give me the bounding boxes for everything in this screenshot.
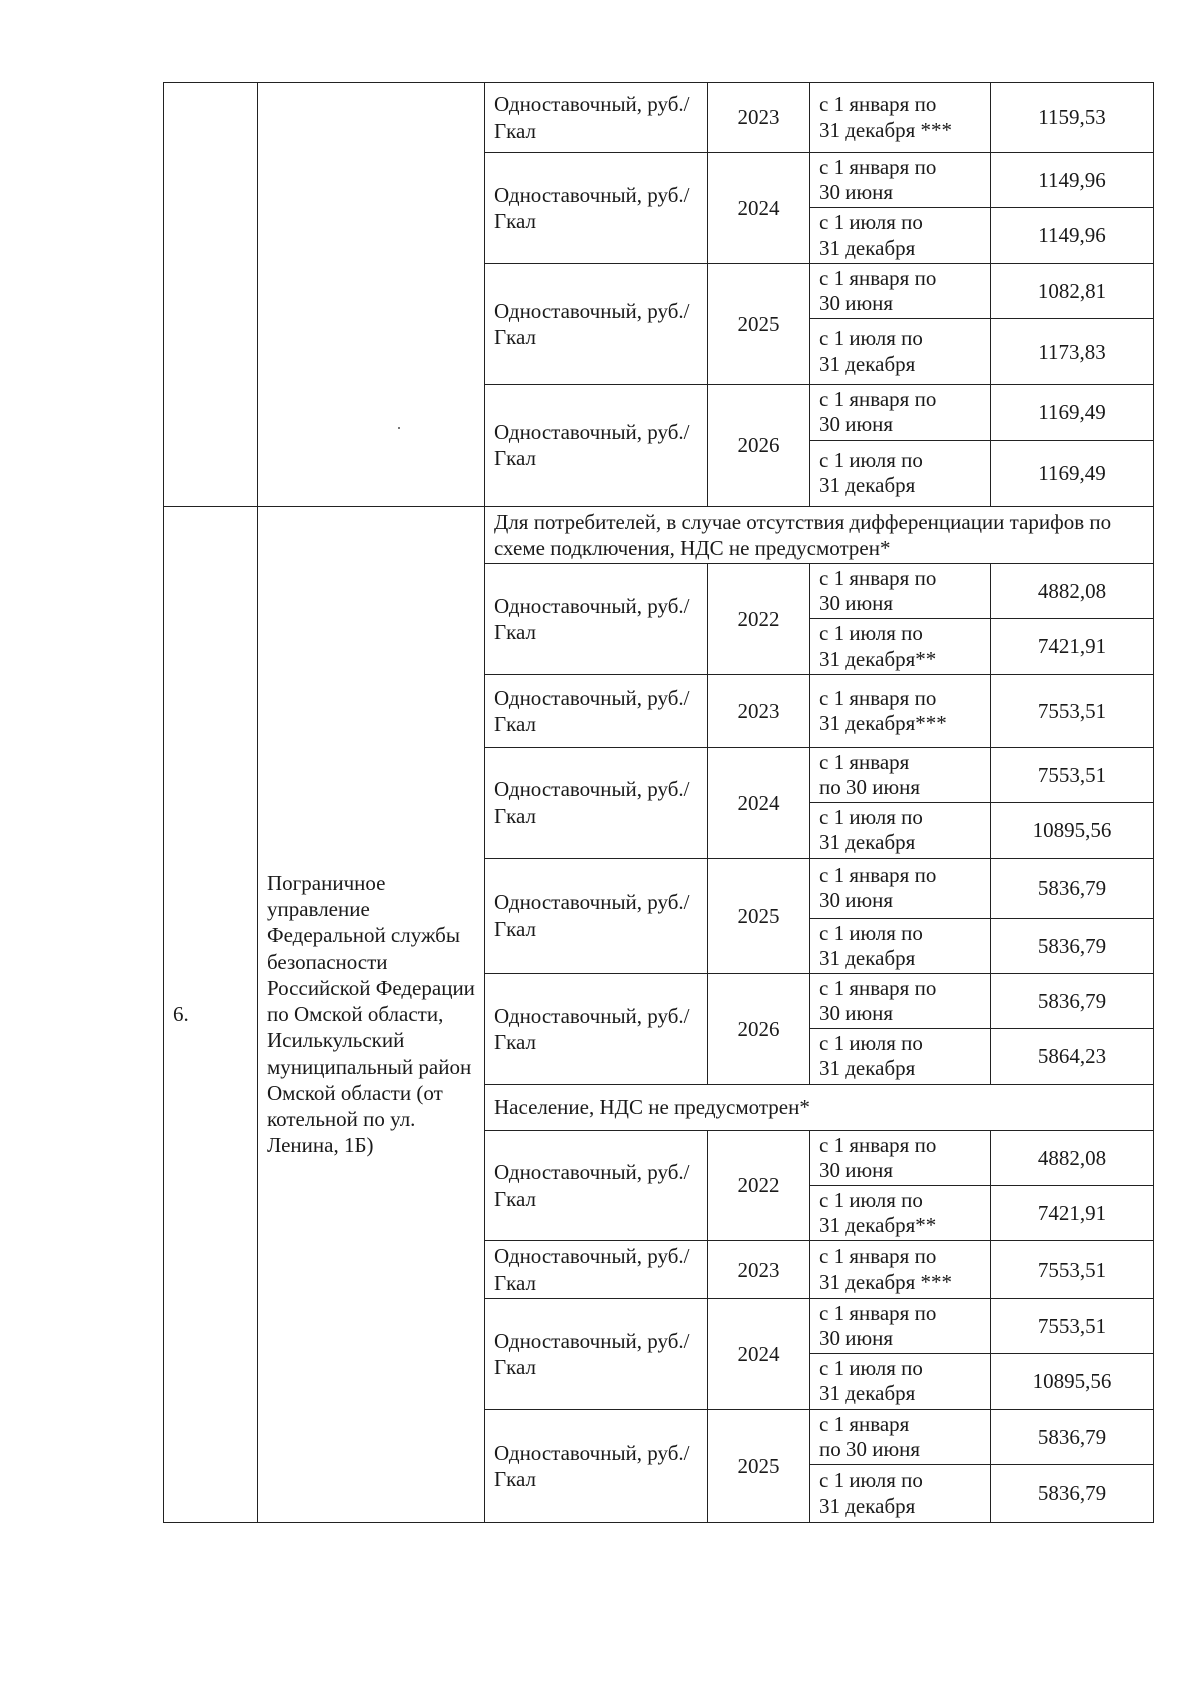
validity-period [810,83,991,153]
period-line: 30 июня [819,290,894,315]
tariff-price: 4882,08 [991,1130,1154,1185]
validity-period [810,1029,991,1084]
period-line: с 1 января по [819,1300,937,1325]
tariff-type: Одноставочный, руб./Гкал [485,1130,708,1241]
validity-period [810,803,991,858]
period-line: 31 декабря** [819,646,937,671]
tariff-table [163,82,1154,1523]
period-line: с 1 января по [819,862,937,887]
period-line: с 1 июля по [819,1468,923,1493]
period-line: с 1 января по [819,92,937,117]
tariff-type: Одноставочный, руб./Гкал [485,674,708,747]
validity-period [810,619,991,674]
period-line: 31 декабря [819,1056,916,1081]
tariff-type: Одноставочный, руб./Гкал [485,263,708,384]
tariff-type: Одноставочный, руб./Гкал [485,1298,708,1409]
tariff-price: 1149,96 [991,153,1154,208]
period-line: с 1 июля по [819,1356,923,1381]
validity-period [810,1298,991,1353]
tariff-type: Одноставочный, руб./Гкал [485,83,708,153]
tariff-price: 5836,79 [991,1409,1154,1464]
period-line: по 30 июня [819,1436,921,1461]
period-line: с 1 июля по [819,1188,923,1212]
period-line: с 1 января по [819,685,937,710]
validity-period [810,1186,991,1241]
tariff-price: 5836,79 [991,1465,1154,1523]
period-line: 31 декабря [819,351,916,376]
period-line: 31 декабря [819,945,916,970]
row-number-empty [164,83,258,507]
tariff-price: 7553,51 [991,674,1154,747]
tariff-price: 1169,49 [991,385,1154,440]
validity-period [810,385,991,440]
tariff-price: 1169,49 [991,440,1154,506]
period-line: с 1 июля по [819,920,923,945]
tariff-price: 10895,56 [991,1354,1154,1409]
tariff-type: Одноставочный, руб./Гкал [485,1241,708,1299]
tariff-year: 2024 [708,747,810,858]
period-line: 30 июня [819,1157,894,1182]
tariff-price: 7553,51 [991,1298,1154,1353]
validity-period [810,747,991,802]
tariff-year: 2025 [708,858,810,973]
tariff-year: 2026 [708,385,810,506]
period-line: с 1 января [819,1411,910,1436]
validity-period [810,1354,991,1409]
tariff-type: Одноставочный, руб./Гкал [485,1409,708,1522]
period-line: 31 декабря [819,830,916,855]
period-line: с 1 июля по [819,210,923,235]
tariff-price: 10895,56 [991,803,1154,858]
period-line: с 1 июля по [819,621,923,646]
period-line: 30 июня [819,180,894,205]
period-line: 31 декабря *** [819,1269,953,1294]
validity-period [810,319,991,385]
period-line: с 1 января по [819,566,937,590]
period-line: 30 июня [819,412,894,437]
period-line: по 30 июня [819,774,921,799]
organization-name: Пограничное управление Федеральной службы безопасности Российской Федерации по Омской области, Исилькульский муниципальный район Омской области (от котельной по ул. Ленина, 1Б) [258,506,485,1523]
tariff-type: Одноставочный, руб./Гкал [485,747,708,858]
tariff-price: 7421,91 [991,1186,1154,1241]
validity-period [810,263,991,318]
period-line: с 1 января по [819,155,937,179]
tariff-price: 5836,79 [991,918,1154,973]
validity-period [810,440,991,506]
period-line: 31 декабря [819,473,916,497]
period-line: 30 июня [819,591,894,616]
tariff-type: Одноставочный, руб./Гкал [485,973,708,1084]
period-line: 31 декабря [819,235,916,260]
tariff-price: 5864,23 [991,1029,1154,1084]
tariff-price: 1149,96 [991,208,1154,263]
organization-empty [258,83,485,507]
validity-period [810,1465,991,1523]
validity-period [810,918,991,973]
period-line: с 1 января по [819,975,937,1000]
validity-period [810,564,991,619]
period-line: с 1 июля по [819,326,923,351]
tariff-type: Одноставочный, руб./Гкал [485,564,708,675]
period-line: 31 декабря [819,1493,916,1518]
validity-period [810,208,991,263]
tariff-type: Одноставочный, руб./Гкал [485,153,708,264]
period-line: с 1 января по [819,1244,937,1269]
tariff-year: 2024 [708,1298,810,1409]
tariff-year: 2022 [708,1130,810,1241]
tariff-row [164,83,1154,153]
tariff-table-body [164,83,1154,1523]
validity-period [810,674,991,747]
validity-period [810,858,991,918]
validity-period [810,1130,991,1185]
tariff-type: Одноставочный, руб./Гкал [485,385,708,506]
period-line: 31 декабря*** [819,710,947,735]
period-line: с 1 июля по [819,1031,923,1056]
validity-period [810,1241,991,1299]
tariff-year: 2025 [708,263,810,384]
tariff-price: 1173,83 [991,319,1154,385]
tariff-year: 2023 [708,674,810,747]
tariff-year: 2025 [708,1409,810,1522]
tariff-year: 2023 [708,1241,810,1299]
validity-period [810,153,991,208]
section-heading: Для потребителей, в случае отсутствия дифференциации тарифов по схеме подключения, НДС не предусмотрен* [485,506,1154,564]
period-line: с 1 января по [819,387,937,412]
tariff-year: 2023 [708,83,810,153]
tariff-year: 2024 [708,153,810,264]
tariff-price: 5836,79 [991,858,1154,918]
tariff-price: 1082,81 [991,263,1154,318]
tariff-price: 7553,51 [991,747,1154,802]
tariff-price: 1159,53 [991,83,1154,153]
tariff-type: Одноставочный, руб./Гкал [485,858,708,973]
period-line: 30 июня [819,888,894,912]
section-heading: Население, НДС не предусмотрен* [485,1084,1154,1130]
period-line: 30 июня [819,1326,894,1351]
period-line: 31 декабря** [819,1213,937,1238]
period-line: 31 декабря *** [819,117,953,142]
tariff-year: 2026 [708,973,810,1084]
section-heading-row [164,506,1154,564]
period-line: 31 декабря [819,1381,916,1406]
validity-period [810,973,991,1028]
tariff-price: 5836,79 [991,973,1154,1028]
row-number: 6. [164,506,258,1523]
period-line: с 1 июля по [819,805,923,830]
period-line: с 1 января по [819,1132,937,1157]
period-line: с 1 июля по [819,447,923,472]
tariff-price: 7553,51 [991,1241,1154,1299]
period-line: с 1 января [819,749,910,774]
period-line: с 1 января по [819,265,937,290]
tariff-year: 2022 [708,564,810,675]
tariff-price: 4882,08 [991,564,1154,619]
tariff-price: 7421,91 [991,619,1154,674]
validity-period [810,1409,991,1464]
period-line: 30 июня [819,1001,894,1026]
